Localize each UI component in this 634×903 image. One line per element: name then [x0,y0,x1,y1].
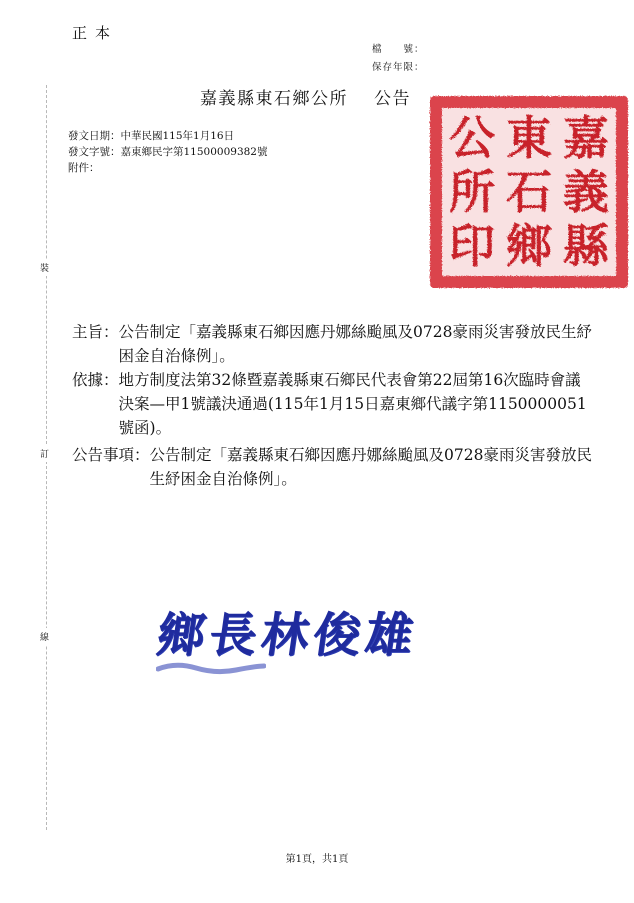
document-kind: 公告 [374,89,411,109]
signature-ink-smudge [156,660,266,678]
seal-glyph: 縣 [563,219,609,273]
issue-date-value: 中華民國115年1月16日 [120,130,235,142]
seal-glyph: 印 [449,219,495,273]
subject-text: 公告制定「嘉義縣東石鄉因應丹娜絲颱風及0728豪雨災害發放民生紓困金自治條例」。 [118,323,592,365]
binding-mark-xian: 線 [40,628,49,645]
retention-label: 保存年限： [372,62,425,73]
mayor-signature: 鄉長林俊雄 [153,608,422,663]
matters-paragraph [72,443,592,491]
seal-glyph: 石 [506,165,552,219]
subject-label: 主旨： [72,323,119,341]
basis-paragraph [72,368,592,440]
reference-number-label: 發文字號： [68,146,121,158]
seal-glyph: 嘉 [563,111,609,165]
binding-mark-ding: 訂 [40,445,49,462]
copy-mark: 正本 [72,24,119,42]
file-number-label: 檔 號： [372,44,425,55]
seal-glyph: 公 [449,111,495,165]
basis-text: 地方制度法第32條暨嘉義縣東石鄉民代表會第22屆第16次臨時會議決案—甲1號議決通過(115年1月15日嘉東鄉代議字第1150000051號函)。 [118,371,587,437]
reference-number-value: 嘉東鄉民字第11500009382號 [120,146,268,158]
seal-glyph: 東 [506,111,552,165]
basis-label: 依據： [72,371,119,389]
page-number: 第1頁，共1頁 [285,854,349,865]
seal-glyph: 義 [563,165,609,219]
subject-paragraph [72,320,592,368]
attachment-label: 附件： [68,162,100,174]
issue-date-label: 發文日期： [68,130,121,142]
matters-text: 公告制定「嘉義縣東石鄉因應丹娜絲颱風及0728豪雨災害發放民生紓困金自治條例」。 [149,446,592,488]
seal-glyph: 鄉 [506,219,552,273]
matters-label: 公告事項： [72,446,150,464]
agency-name: 嘉義縣東石鄉公所 [200,89,348,109]
seal-glyph: 所 [449,165,495,219]
binding-mark-zhuang: 裝 [40,259,49,276]
